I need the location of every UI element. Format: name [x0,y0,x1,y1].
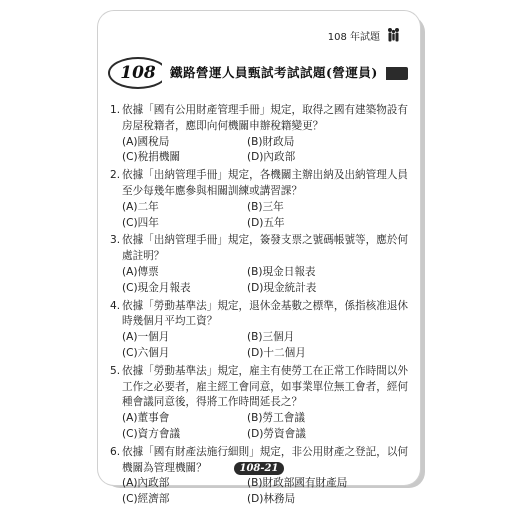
option: (B)財政部國有財產局 [247,477,348,490]
option: (D)現金統計表 [247,281,317,294]
option: (C)六個月 [122,346,170,359]
question-number: 2. [110,169,121,182]
people-icon [386,27,402,43]
option-list [110,200,410,232]
question-text: 依據「勞動基準法」規定，雇主有使勞工在正常工作時間以外工作之必要者，雇主經工會同意，如事業單位無工會者，經何種會議同意後，得將工作時間延長之？ [122,364,409,409]
page-number: 108-21 [234,462,285,475]
question-text: 依據「國有公用財產管理手冊」規定，取得之國有建築物設有房屋稅籍者，應即向何機關申辦稅籍變更？ [122,104,409,132]
question-item [110,364,410,443]
question-item [110,445,410,508]
option-list [110,330,410,362]
option: (B)財政局 [247,135,295,148]
option-list [110,476,410,508]
section-title: 鐵路營運人員甄試考試試題(營運員) [162,56,386,90]
option: (C)現金月報表 [122,281,191,294]
question-item [110,103,410,166]
page-header [328,23,402,47]
option: (B)現金日報表 [247,265,316,278]
option: (C)資方會議 [122,427,181,440]
question-text: 依據「出納管理手冊」規定，簽發支票之號碼帳號等，應於何處註明？ [122,234,409,263]
page-footer [98,456,420,475]
option-list [110,135,410,167]
question-item [110,299,410,362]
question-number: 4. [110,299,121,312]
question-number: 6. [110,445,121,458]
header-title: 108 年試題 [327,31,380,43]
question-text: 依據「國有財產法施行細則」規定，非公用財產之登記，以何機關為管理機關？ [122,445,409,474]
question-item [110,168,410,231]
section-banner [108,56,408,90]
option: (B)三年 [247,200,284,213]
question-text: 依據「出納管理手冊」規定，各機關主辦出納及出納管理人員至少每幾年應參與相關訓練或講習課？ [122,169,409,197]
option: (D)內政部 [247,151,296,164]
option: (A)一個月 [122,331,170,344]
option: (C)稅捐機關 [122,151,181,164]
option: (C)四年 [122,216,159,229]
question-text: 依據「勞動基準法」規定，退休金基數之標準，係指核准退休時幾個月平均工資？ [122,299,409,328]
option: (D)林務局 [247,493,296,506]
document-page [98,11,420,506]
year-badge [108,57,168,89]
option: (D)勞資會議 [247,427,306,440]
year-label: 108 [120,63,156,83]
question-item [110,233,410,296]
option: (D)五年 [247,216,285,229]
question-number: 5. [110,364,121,377]
option: (A)內政部 [122,477,170,490]
option: (A)二年 [122,200,159,213]
option: (D)十二個月 [247,346,306,359]
option: (A)國稅局 [122,135,170,148]
question-number: 1. [110,104,121,116]
option: (B)三個月 [247,331,295,344]
question-number: 3. [110,234,121,247]
option: (A)傳票 [122,265,159,278]
option-list [110,265,410,297]
option: (A)董事會 [122,412,170,425]
option-list [110,411,410,443]
question-list [110,103,410,510]
option: (B)勞工會議 [247,412,305,425]
option: (C)經濟部 [122,493,170,506]
